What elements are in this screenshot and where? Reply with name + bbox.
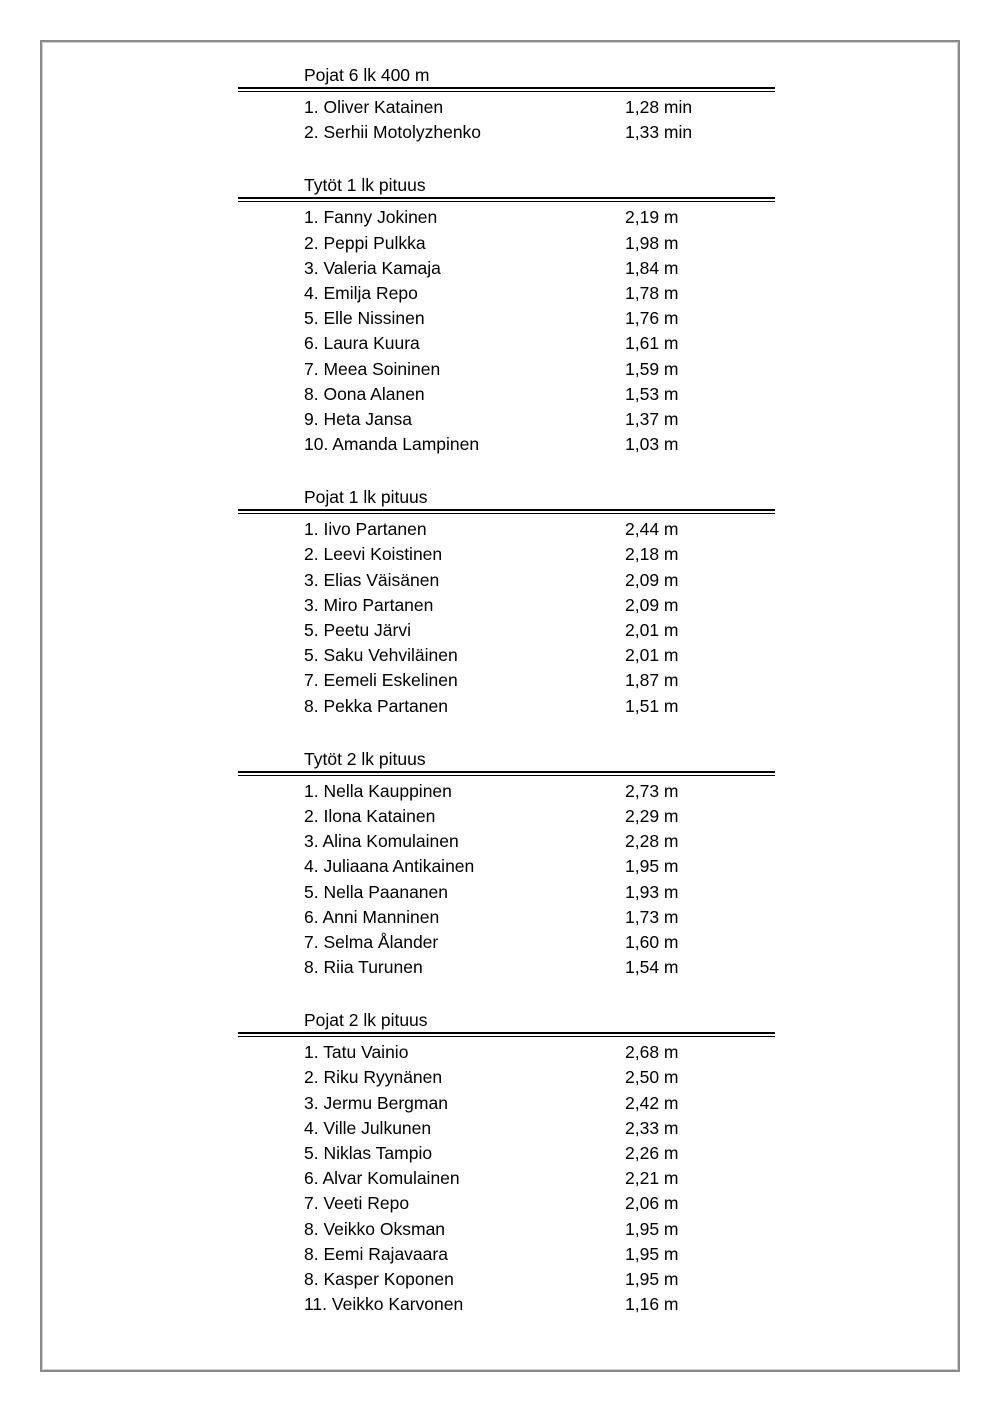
athlete-result: 2,21 m <box>625 1168 679 1189</box>
athlete-name: 3. Elias Väisänen <box>304 569 440 590</box>
section-title: Pojat 1 lk pituus <box>304 487 428 508</box>
athlete-name: 9. Heta Jansa <box>304 408 412 429</box>
athlete-result: 1,03 m <box>625 434 679 455</box>
result-row <box>238 306 775 331</box>
athlete-name: 6. Anni Manninen <box>304 906 440 927</box>
results-document <box>238 64 775 1346</box>
athlete-name: 6. Alvar Komulainen <box>304 1168 460 1189</box>
result-row <box>238 1166 775 1191</box>
section-tytot-2-pituus <box>238 748 775 981</box>
athlete-name: 1. Oliver Katainen <box>304 97 444 117</box>
athlete-name: 1. Iivo Partanen <box>304 519 427 540</box>
athlete-result: 1,16 m <box>625 1294 679 1315</box>
athlete-result: 1,95 m <box>625 1268 679 1289</box>
section-divider <box>238 1032 775 1037</box>
section-pojat-1-pituus <box>238 486 775 719</box>
result-row <box>238 880 775 905</box>
section-title: Pojat 2 lk pituus <box>304 1010 428 1031</box>
result-row <box>238 568 775 593</box>
athlete-result: 2,73 m <box>625 780 679 801</box>
section-divider <box>238 509 775 514</box>
athlete-result: 2,68 m <box>625 1042 679 1063</box>
athlete-name: 1. Nella Kauppinen <box>304 780 452 801</box>
athlete-name: 3. Valeria Kamaja <box>304 257 441 278</box>
result-row <box>238 593 775 618</box>
athlete-result: 2,50 m <box>625 1067 679 1088</box>
athlete-name: 11. Veikko Karvonen <box>304 1294 464 1315</box>
result-row <box>238 1267 775 1292</box>
athlete-name: 5. Nella Paananen <box>304 881 448 902</box>
result-row <box>238 643 775 668</box>
section-pojat-6-400m <box>238 64 775 145</box>
result-row <box>238 930 775 955</box>
result-row <box>238 905 775 930</box>
athlete-name: 3. Jermu Bergman <box>304 1092 448 1113</box>
athlete-result: 2,28 m <box>625 831 679 852</box>
result-row <box>238 694 775 719</box>
athlete-result: 1,73 m <box>625 906 679 927</box>
result-row <box>238 432 775 457</box>
section-divider <box>238 197 775 202</box>
section-title: Tytöt 1 lk pituus <box>304 175 426 196</box>
result-row <box>238 955 775 980</box>
athlete-name: 2. Peppi Pulkka <box>304 232 426 253</box>
athlete-name: 4. Ville Julkunen <box>304 1117 432 1138</box>
athlete-name: 1. Fanny Jokinen <box>304 207 438 228</box>
athlete-name: 8. Pekka Partanen <box>304 695 448 716</box>
athlete-result: 1,84 m <box>625 257 679 278</box>
athlete-name: 5. Peetu Järvi <box>304 620 411 640</box>
section-tytot-1-pituus <box>238 174 775 457</box>
athlete-result: 2,06 m <box>625 1193 679 1214</box>
athlete-name: 2. Ilona Katainen <box>304 805 436 826</box>
result-row <box>238 205 775 230</box>
athlete-result: 1,95 m <box>625 1243 679 1264</box>
athlete-name: 1. Tatu Vainio <box>304 1042 409 1063</box>
athlete-name: 7. Veeti Repo <box>304 1193 410 1214</box>
athlete-name: 4. Emilja Repo <box>304 282 418 303</box>
athlete-result: 1,76 m <box>625 308 679 329</box>
section-divider <box>238 87 775 92</box>
result-row <box>238 1242 775 1267</box>
athlete-name: 2. Riku Ryynänen <box>304 1067 443 1088</box>
result-row <box>238 854 775 879</box>
athlete-name: 7. Eemeli Eskelinen <box>304 670 458 691</box>
athlete-result: 2,26 m <box>625 1143 679 1163</box>
athlete-result: 1,28 min <box>625 97 693 117</box>
result-row <box>238 618 775 643</box>
athlete-result: 2,18 m <box>625 544 679 565</box>
athlete-result: 2,01 m <box>625 620 679 640</box>
result-row <box>238 231 775 256</box>
athlete-result: 1,98 m <box>625 232 679 253</box>
result-row <box>238 1116 775 1141</box>
athlete-result: 1,93 m <box>625 881 679 902</box>
athlete-name: 6. Laura Kuura <box>304 333 420 354</box>
athlete-result: 1,60 m <box>625 931 679 952</box>
result-row <box>238 668 775 693</box>
athlete-name: 4. Juliaana Antikainen <box>304 856 475 877</box>
athlete-name: 8. Eemi Rajavaara <box>304 1243 448 1264</box>
result-row <box>238 829 775 854</box>
athlete-name: 5. Saku Vehviläinen <box>304 645 458 666</box>
athlete-name: 7. Meea Soininen <box>304 358 441 379</box>
athlete-result: 2,01 m <box>625 645 679 666</box>
athlete-result: 2,09 m <box>625 569 679 590</box>
athlete-name: 5. Elle Nissinen <box>304 308 425 329</box>
athlete-result: 1,87 m <box>625 670 679 691</box>
athlete-result: 1,95 m <box>625 856 679 877</box>
athlete-name: 8. Kasper Koponen <box>304 1268 454 1289</box>
result-row <box>238 1065 775 1090</box>
athlete-result: 2,29 m <box>625 805 679 826</box>
section-pojat-2-pituus <box>238 1009 775 1317</box>
result-row <box>238 120 775 145</box>
athlete-name: 7. Selma Ålander <box>304 931 439 952</box>
athlete-name: 3. Miro Partanen <box>304 594 434 615</box>
athlete-result: 2,19 m <box>625 207 679 228</box>
athlete-name: 2. Leevi Koistinen <box>304 544 443 565</box>
result-row <box>238 1217 775 1242</box>
athlete-name: 8. Oona Alanen <box>304 383 425 404</box>
athlete-result: 2,33 m <box>625 1117 679 1138</box>
athlete-result: 2,44 m <box>625 519 679 540</box>
result-row <box>238 1040 775 1065</box>
athlete-result: 1,54 m <box>625 957 679 978</box>
result-row <box>238 382 775 407</box>
result-row <box>238 804 775 829</box>
section-divider <box>238 771 775 776</box>
athlete-result: 1,33 min <box>625 122 693 143</box>
result-row <box>238 1292 775 1317</box>
athlete-result: 1,78 m <box>625 282 679 303</box>
section-title: Tytöt 2 lk pituus <box>304 748 426 769</box>
result-row <box>238 407 775 432</box>
result-row <box>238 357 775 382</box>
athlete-result: 1,61 m <box>625 333 679 354</box>
result-row <box>238 331 775 356</box>
result-row <box>238 542 775 567</box>
athlete-name: 3. Alina Komulainen <box>304 831 459 852</box>
athlete-result: 1,37 m <box>625 408 679 429</box>
athlete-result: 1,51 m <box>625 695 679 716</box>
result-row <box>238 1091 775 1116</box>
result-row <box>238 1191 775 1216</box>
athlete-result: 1,53 m <box>625 383 679 404</box>
result-row <box>238 517 775 542</box>
result-row <box>238 779 775 804</box>
result-row <box>238 1141 775 1166</box>
athlete-name: 10. Amanda Lampinen <box>304 434 480 455</box>
athlete-name: 8. Riia Turunen <box>304 957 423 978</box>
athlete-result: 1,95 m <box>625 1218 679 1239</box>
result-row <box>238 281 775 306</box>
athlete-name: 5. Niklas Tampio <box>304 1143 433 1163</box>
result-row <box>238 95 775 120</box>
athlete-name: 8. Veikko Oksman <box>304 1218 446 1239</box>
athlete-result: 2,09 m <box>625 594 679 615</box>
athlete-result: 2,42 m <box>625 1092 679 1113</box>
athlete-name: 2. Serhii Motolyzhenko <box>304 122 482 143</box>
result-row <box>238 256 775 281</box>
athlete-result: 1,59 m <box>625 358 679 379</box>
section-title: Pojat 6 lk 400 m <box>304 65 430 85</box>
